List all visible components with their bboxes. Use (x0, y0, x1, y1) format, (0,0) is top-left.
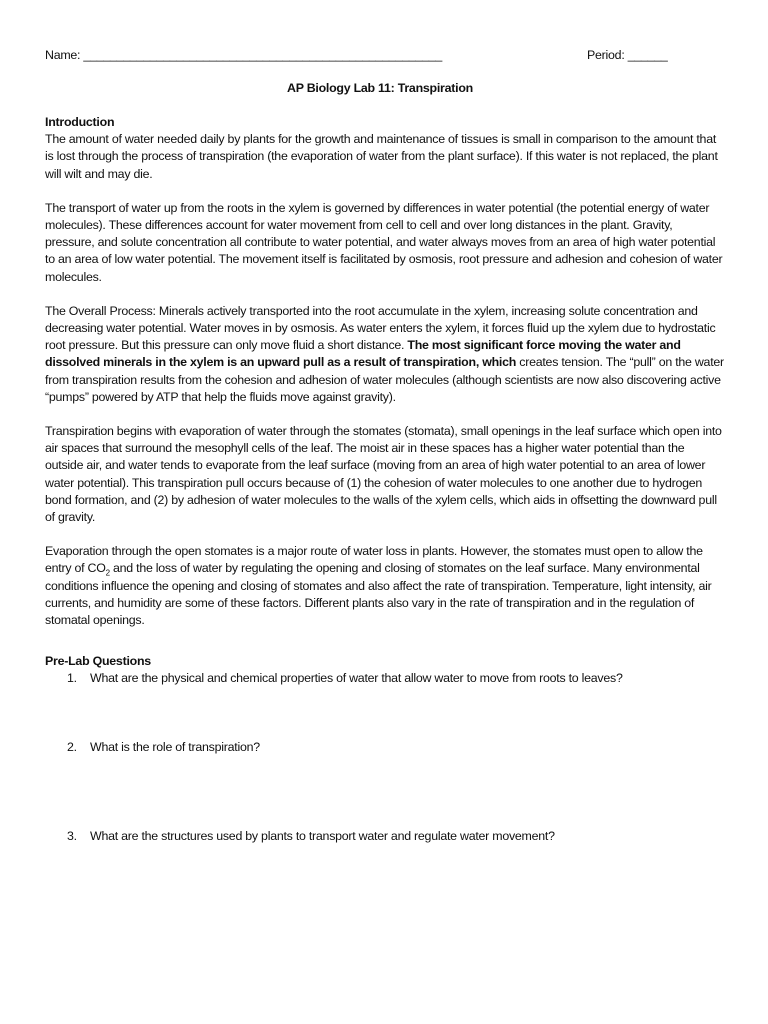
intro-paragraph-1: The amount of water needed daily by plants for the growth and maintenance of tissues is small in comparison to the amount that is lost through the process of transpiration (the evaporation of water from the plant surface). If this water is not replaced, the plant will wilt and may die. (45, 132, 718, 181)
question-number: 3. (67, 828, 77, 843)
paragraph-5-text-a: Evaporation through the open stomates is a major route of water loss in plants. However, the stomates must open to allow the entry of CO (45, 544, 703, 576)
intro-paragraph-3 (45, 303, 725, 406)
prelab-question-1 (45, 670, 725, 687)
intro-paragraph-5 (45, 543, 725, 629)
prelab-section (45, 653, 725, 845)
co2-subscript: 2 (105, 568, 110, 578)
question-text: What is the role of transpiration? (90, 740, 260, 755)
paragraph-3-bold-text: The most significant force moving the water and dissolved minerals in the xylem is an upward pull as a result of transpiration, which (45, 338, 681, 370)
prelab-heading: Pre-Lab Questions (45, 654, 151, 668)
question-text: What are the physical and chemical properties of water that allow water to move from roots to leaves? (90, 671, 623, 686)
introduction-heading: Introduction (45, 115, 115, 129)
page-title: AP Biology Lab 11: Transpiration (287, 81, 473, 95)
paragraph-3-text-b: creates tension. The “pull” on the water from transpiration results from the cohesion and adhesion of water molecules (although scientists are now also discovering active “pumps” powered by ATP that help the fluids move against gravity). (45, 355, 724, 404)
prelab-question-2 (45, 739, 725, 756)
name-field: Name: ______________________________________________________ (45, 48, 443, 62)
question-number: 2. (67, 740, 77, 755)
prelab-question-3 (45, 828, 725, 845)
intro-paragraph-2: The transport of water up from the roots in the xylem is governed by differences in water potential (the potential energy of water molecules). These differences account for water movement from cell to cell and over long distances in the plant. Gravity, pressure, and solute concentration all contribute to water potential, and water always moves from an area of high water potential to an area of low water potential. The movement itself is facilitated by osmosis, root pressure and adhesion and cohesion of water molecules. (45, 200, 723, 284)
question-number: 1. (67, 671, 77, 686)
paragraph-3-text-a: The Overall Process: Minerals actively transported into the root accumulate in the xylem, increasing solute concentration and decreasing water potential. Water moves in by osmosis. As water enters the xylem, it forces fluid up the xylem due to hydrostatic root pressure. But this pressure can only move fluid a short distance. (45, 303, 716, 353)
introduction-section (45, 114, 725, 646)
paragraph-5-text-b: and the loss of water by regulating the opening and closing of stomates on the leaf surface. Many environmental conditions influence the opening and closing of stomates and also affect the rate of transpiration. Temperature, light intensity, air currents, and humidity are some of these factors. Different plants also vary in the rate of transpiration and in the regulation of stomatal openings. (45, 561, 712, 628)
question-text: What are the structures used by plants to transport water and regulate water movement? (90, 828, 555, 843)
header-row (45, 43, 725, 63)
period-field: Period: ______ (587, 48, 668, 62)
intro-paragraph-4: Transpiration begins with evaporation of water through the stomates (stomata), small openings in the leaf surface which open into air spaces that surround the mesophyll cells of the leaf. The moist air in these spaces has a higher water potential than the outside air, and water tends to evaporate from the leaf surface (moving from an area of high water potential to an area of lower water potential). This transpiration pull occurs because of (1) the cohesion of water molecules to one another due to hydrogen bond formation, and (2) by adhesion of water molecules to the walls of the xylem cells, which aids in offsetting the downward pull of gravity. (45, 424, 722, 525)
worksheet-page (45, 43, 725, 843)
